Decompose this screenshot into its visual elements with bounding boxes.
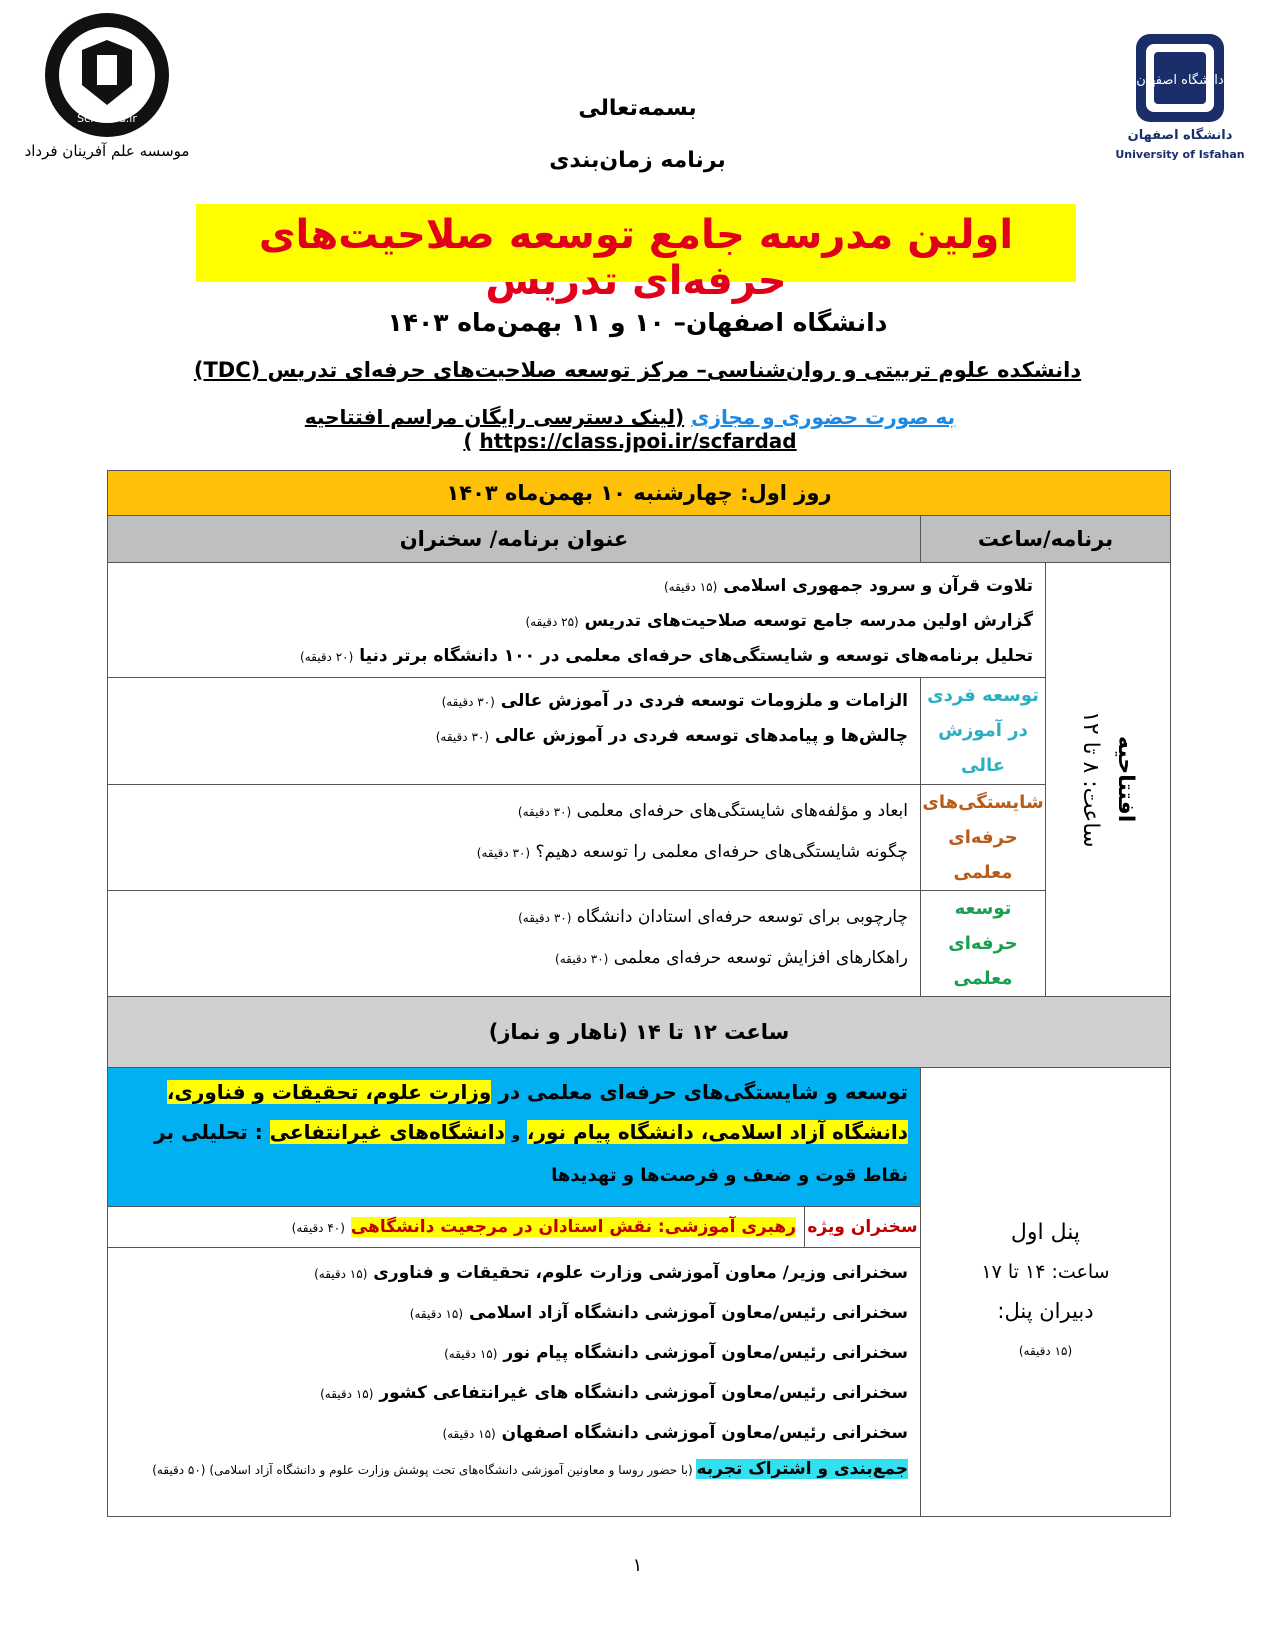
panel-topic-g: نقاط قوت و ضعف و فرصت‌ها و تهدیدها [551,1165,908,1186]
summary-item [108,1454,920,1485]
link-label: لینک دسترسی رایگان مراسم افتتاحیه [304,405,676,429]
special-speaker-label: سخنران ویژه [804,1207,920,1247]
list-item: چالش‌ها و پیامدهای توسعه فردی در آموزش عالی (۳۰ دقیقه) [435,726,908,746]
list-item: الزامات و ملزومات توسعه فردی در آموزش عالی (۳۰ دقیقه) [441,691,908,711]
section-label-professional-dev: توسعه حرفه‌ای معلمی [921,891,1046,997]
panel-time: ساعت: ۱۴ تا ۱۷ [981,1261,1110,1283]
col-program-time: برنامه/ساعت [921,516,1171,563]
list-item: سخنرانی رئیس/معاون آموزشی دانشگاه های غیرانتفاعی کشور (۱۵ دقیقه) [320,1383,908,1403]
list-item: تحلیل برنامه‌های توسعه و شایستگی‌های حرفه‌ای معلمی در ۱۰۰ دانشگاه برتر دنیا (۲۰ دقیقه) [300,646,1033,666]
left-logo-caption: موسسه علم آفرینان فرداد [24,142,190,160]
panel-topic-f: : تحلیلی بر [154,1120,263,1144]
mode-text: به صورت حضوری و مجازی [691,405,956,429]
schedule-table [107,470,1171,1517]
panel-secretaries-duration: (۱۵ دقیقه) [1018,1344,1073,1358]
list-item: گزارش اولین مدرسه جامع توسعه صلاحیت‌های تدریس (۲۵ دقیقه) [525,611,1033,631]
panel-info-cell [921,1068,1171,1517]
right-logo-caption-en: University of Isfahan [1115,148,1245,161]
opening-label: افتتاحیه [1113,736,1138,823]
list-item: راهکارهای افزایش توسعه حرفه‌ای معلمی (۳۰ دقیقه) [555,948,908,968]
list-item: چگونه شایستگی‌های حرفه‌ای معلمی را توسعه دهیم؟ (۳۰ دقیقه) [476,842,908,862]
opening-time: ساعت: ۸ تا ۱۲ [1078,711,1103,848]
list-item: سخنرانی رئیس/معاون آموزشی دانشگاه آزاد اسلامی (۱۵ دقیقه) [409,1303,908,1323]
page-title: اولین مدرسه جامع توسعه صلاحیت‌های حرفه‌ای تدریس [258,212,1014,304]
panel-topic [108,1068,921,1207]
lunch-break: ساعت ۱۲ تا ۱۴ (ناهار و نماز) [108,997,1171,1068]
panel-topic-a: توسعه و شایستگی‌های حرفه‌ای معلمی در [498,1080,908,1104]
basmala: بسمه‌تعالی [578,96,697,121]
summary-description: (با حضور روسا و معاونین آموزشی دانشگاه‌های تحت پوشش وزارت علوم و دانشگاه آزاد اسلامی) [209,1463,693,1477]
panel-talks [108,1248,921,1517]
opening-items [108,563,1046,678]
special-talk [292,1217,804,1237]
summary-label: جمع‌بندی و اشتراک تجربه [696,1459,908,1479]
event-date: دانشگاه اصفهان– ۱۰ و ۱۱ بهمن‌ماه ۱۴۰۳ [387,308,888,337]
link-line [150,405,1110,453]
special-talk-duration: (۴۰ دقیقه) [291,1221,345,1235]
scfardad-logo-text: Scfardad.ir [77,112,137,125]
day-title: روز اول: چهارشنبه ۱۰ بهمن‌ماه ۱۴۰۳ [108,471,1171,516]
faculty-text: دانشکده علوم تربیتی و روان‌شناسی– مرکز توسعه صلاحیت‌های حرفه‌ای تدریس (TDC) [193,358,1082,382]
section-label-competencies: شایستگی‌های حرفه‌ای معلمی [921,785,1046,891]
list-item: سخنرانی وزیر/ معاون آموزشی وزارت علوم، تحقیقات و فناوری (۱۵ دقیقه) [314,1263,908,1283]
section-items [108,678,921,785]
panel-topic-d: و [511,1128,520,1143]
panel-name: پنل اول [1010,1220,1081,1245]
link-open: ( [675,405,685,429]
isfahan-logo-text: دانشگاه اصفهان [1136,73,1224,88]
faculty-line [0,358,1275,382]
col-title-speaker: عنوان برنامه/ سخنران [108,516,921,563]
page-number: ۱ [632,1555,643,1576]
list-item: چارچوبی برای توسعه حرفه‌ای استادان دانشگاه (۳۰ دقیقه) [518,907,908,927]
list-item: ابعاد و مؤلفه‌های شایستگی‌های حرفه‌ای معلمی (۳۰ دقیقه) [517,801,908,821]
link-close: ) [463,429,473,453]
special-talk-title: رهبری آموزشی: نقش استادان در مرجعیت دانشگاهی [350,1217,796,1237]
panel-topic-b: وزارت علوم، تحقیقات و فناوری، [166,1080,492,1104]
summary-duration: (۵۰ دقیقه) [152,1463,206,1477]
panel-topic-e: دانشگاه‌های غیرانتفاعی [269,1120,505,1144]
opening-link[interactable]: https://class.jpoi.ir/scfardad [479,429,797,453]
section-label-individual-dev: توسعه فردی در آموزش عالی [921,678,1046,785]
section-items [108,891,921,997]
list-item: سخنرانی رئیس/معاون آموزشی دانشگاه پیام نور (۱۵ دقیقه) [444,1343,908,1363]
right-logo-caption-fa: دانشگاه اصفهان [1127,128,1233,143]
panel-secretaries: دبیران پنل: [997,1299,1094,1323]
page-subtitle: برنامه زمان‌بندی [549,148,726,173]
section-items [108,785,921,891]
panel-topic-c: دانشگاه آزاد اسلامی، دانشگاه پیام نور، [526,1120,908,1144]
list-item: سخنرانی رئیس/معاون آموزشی دانشگاه اصفهان (۱۵ دقیقه) [442,1423,908,1443]
opening-cell [1046,563,1171,997]
special-speaker-row [108,1207,921,1248]
list-item: تلاوت قرآن و سرود جمهوری اسلامی (۱۵ دقیقه) [663,576,1033,596]
